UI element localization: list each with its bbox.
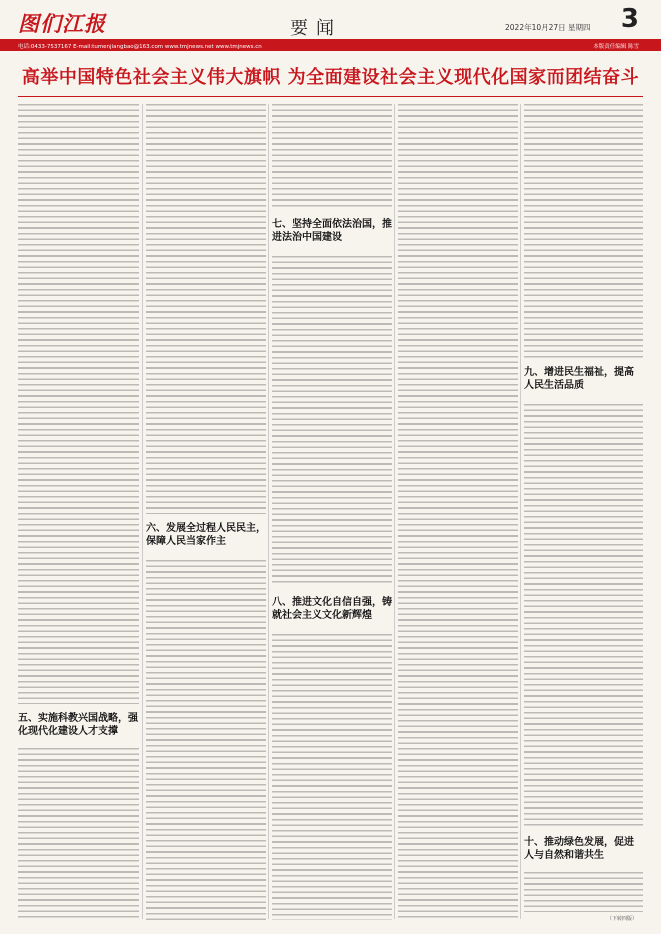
body-text <box>524 872 643 912</box>
body-text <box>272 634 392 920</box>
column-divider <box>268 104 269 919</box>
section-heading: 七、坚持全面依法治国，推进法治中国建设 <box>272 219 392 243</box>
newspaper-logo: 图们江报 <box>18 11 106 36</box>
body-text <box>18 748 139 920</box>
headline-divider <box>18 96 643 97</box>
column-divider <box>520 104 521 919</box>
body-text <box>146 104 266 514</box>
section-heading: 六、发展全过程人民民主，保障人民当家作主 <box>146 523 266 547</box>
body-text <box>524 104 643 358</box>
body-text <box>272 104 392 208</box>
body-text <box>146 560 266 920</box>
body-text <box>524 404 643 828</box>
issue-date: 2022年10月27日 星期四 <box>505 23 591 32</box>
contact-bar <box>0 39 661 51</box>
column-divider <box>394 104 395 919</box>
continued-note: （下转四版） <box>606 916 637 922</box>
main-headline: 高举中国特色社会主义伟大旗帜 为全面建设社会主义现代化国家而团结奋斗 <box>21 67 640 88</box>
body-text <box>398 104 518 920</box>
section-heading: 五、实施科教兴国战略，强化现代化建设人才支撑 <box>18 713 138 737</box>
section-heading: 九、增进民生福祉，提高人民生活品质 <box>524 367 634 391</box>
section-title: 要闻 <box>290 18 342 39</box>
column-divider <box>142 104 143 919</box>
contact-info: 电话:0433-7537167 E-mail:tumenjiangbao@163.com www.tmjnews.net www.tmjnews.cn <box>18 44 262 50</box>
masthead <box>0 0 661 56</box>
section-heading: 十、推动绿色发展，促进人与自然和谐共生 <box>524 837 634 861</box>
body-text <box>272 256 392 586</box>
editor-credit: 本版责任编辑 陈雪 <box>593 44 639 50</box>
section-heading: 八、推进文化自信自强，铸就社会主义文化新辉煌 <box>272 597 392 621</box>
body-text <box>18 104 139 704</box>
page-number: 3 <box>620 4 639 34</box>
